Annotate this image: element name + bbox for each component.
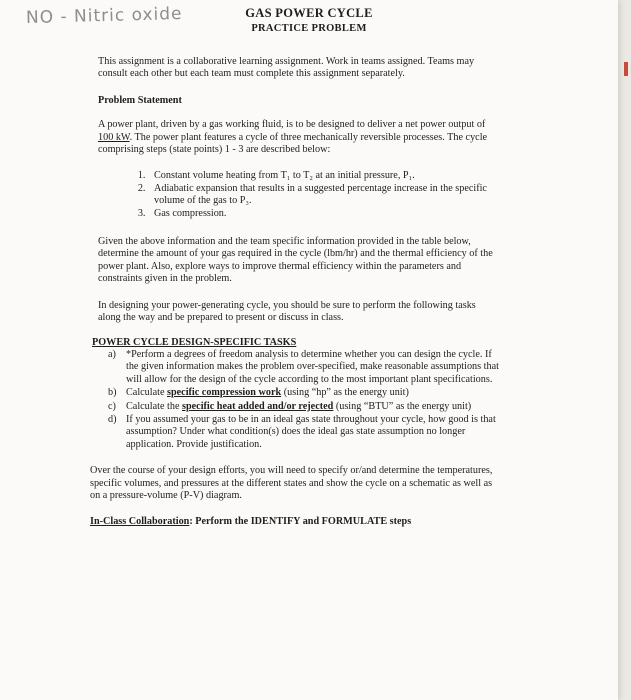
intro-paragraph: This assignment is a collaborative learning assignment. Work in teams assigned. Teams may consult each other but each team must complete this assignment separately.	[98, 56, 475, 80]
in-class-collaboration	[90, 516, 500, 528]
tasks-heading: POWER CYCLE DESIGN-SPECIFIC TASKS	[92, 336, 297, 348]
task-c-label: c)	[108, 400, 116, 412]
task-b-post: (using “hp” as the energy unit)	[281, 387, 409, 399]
cycle-steps-list	[98, 170, 500, 220]
problem-text-after: . The power plant features a cycle of three mechanically reversible processes. The cycle comprising steps (state points) 1 - 3 are described below:	[98, 131, 488, 156]
cycle-step-3: 3. Gas compression.	[148, 208, 500, 220]
header-title: GAS POWER CYCLE	[245, 6, 373, 20]
task-a-label: a)	[108, 348, 116, 360]
given-paragraph: Given the above information and the team specific information provided in the table below, determine the amount of your gas required in the cycle (lbm/hr) and the thermal efficiency of the power plant. Also, explore ways to improve thermal efficiency within the parameters and constraints given in the problem.	[98, 236, 493, 285]
task-c-emphasis: specific heat added and/or rejected	[182, 400, 334, 412]
problem-paragraph	[98, 119, 500, 156]
task-d	[108, 414, 500, 451]
cycle-step-2: 2. Adiabatic expansion that results in a suggested percentage increase in the specific volume of the gas to P₃.	[148, 183, 500, 208]
handwritten-note: NO - Nitric oxide	[25, 3, 183, 29]
task-b-label: b)	[108, 387, 117, 399]
tasks-list	[92, 349, 500, 451]
task-b-emphasis: specific compression work	[167, 387, 282, 399]
header-subtitle: PRACTICE PROBLEM	[251, 23, 367, 34]
over-course-paragraph: Over the course of your design efforts, you will need to specify or/and determine the temperatures, specific volumes, and pressures at the different states and show the cycle on a schematic as well as on a pressure-volume (P-V) diagram.	[90, 465, 493, 501]
cycle-step-1: 1. Constant volume heating from T₁ to T₂ at an initial pressure, P₁.	[148, 170, 500, 182]
page-header	[0, 3, 618, 34]
document-body	[90, 56, 500, 529]
power-output-value: 100 kW	[98, 131, 130, 143]
task-a	[108, 349, 500, 386]
task-a-text: *Perform a degrees of freedom analysis to determine whether you can design the cycle. If the given information makes the problem over-specified, make reasonable assumptions that will allow for the design of the cycle according to the most important plant specifications.	[126, 348, 499, 385]
task-b-pre: Calculate	[126, 387, 168, 399]
task-c	[108, 401, 500, 413]
in-class-text: : Perform the IDENTIFY and FORMULATE steps	[189, 516, 412, 528]
task-b	[108, 387, 500, 399]
task-c-post: (using “BTU” as the energy unit)	[333, 400, 472, 412]
design-paragraph: In designing your power-generating cycle, you should be sure to perform the following tasks along the way and be prepared to present or discuss in class.	[98, 299, 476, 324]
in-class-label: In-Class Collaboration	[90, 516, 190, 528]
tasks-section	[92, 337, 500, 452]
task-d-text: If you assumed your gas to be in an ideal gas state throughout your cycle, how good is that assumption? Under what condition(s) does the ideal gas state assumption no longer application. Provide justification.	[126, 413, 496, 450]
task-d-label: d)	[108, 413, 117, 425]
problem-text-before: A power plant, driven by a gas working fluid, is to be designed to deliver a net power output of	[98, 119, 486, 131]
red-edge-mark	[624, 62, 628, 76]
problem-heading: Problem Statement	[98, 94, 182, 106]
task-c-pre: Calculate the	[126, 400, 183, 412]
